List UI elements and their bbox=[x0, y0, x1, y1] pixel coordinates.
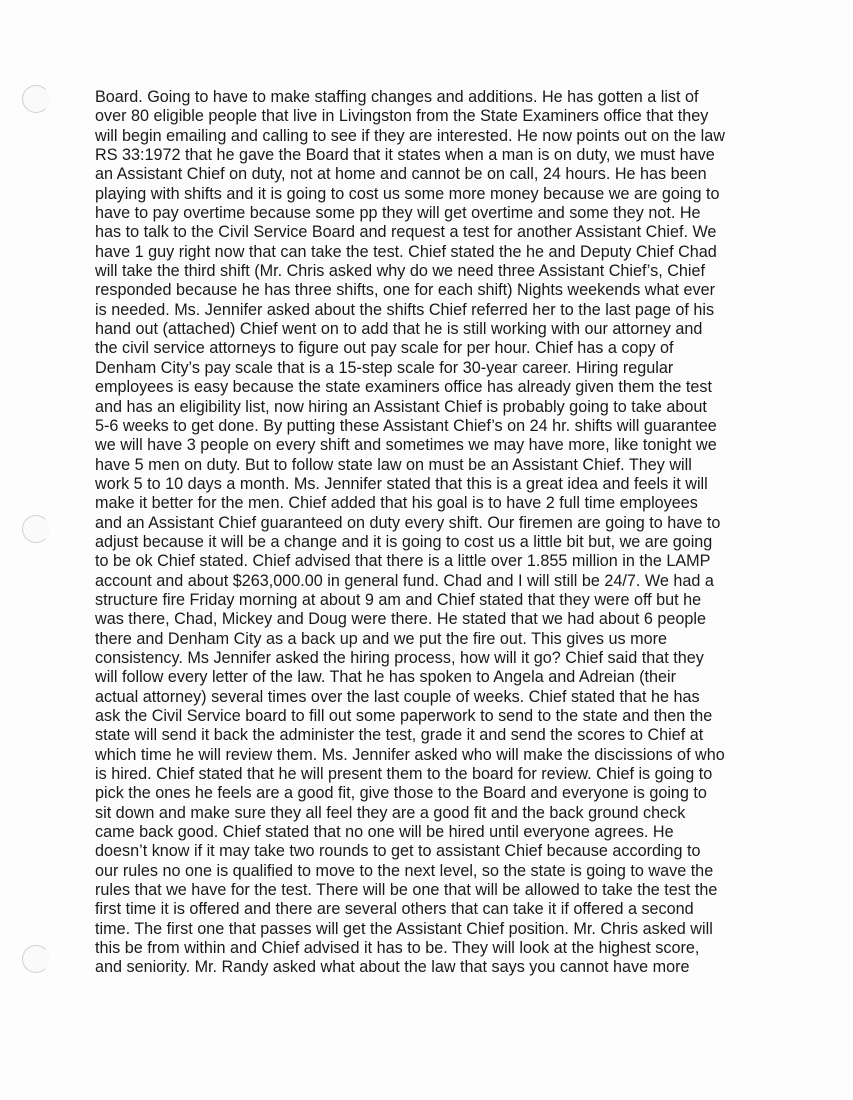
text-line: pick the ones he feels are a good fit, give those to the Board and everyone is going to bbox=[95, 784, 707, 803]
text-line: Denham City’s pay scale that is a 15-step scale for 30-year career. Hiring regular bbox=[95, 358, 674, 377]
text-line: RS 33:1972 that he gave the Board that it states when a man is on duty, we must have bbox=[95, 146, 715, 165]
text-line: the civil service attorneys to figure out pay scale for per hour. Chief has a copy of bbox=[95, 339, 674, 358]
binder-hole-top bbox=[22, 85, 50, 113]
minutes-body-text bbox=[95, 88, 795, 978]
text-line: doesn’t know if it may take two rounds to get to assistant Chief because according to bbox=[95, 842, 701, 861]
text-line: sit down and make sure they all feel they are a good fit and the back ground check bbox=[95, 803, 686, 822]
text-line: and has an eligibility list, now hiring an Assistant Chief is probably going to take about bbox=[95, 397, 707, 416]
text-line: will take the third shift (Mr. Chris asked why do we need three Assistant Chief’s, Chief bbox=[95, 262, 705, 281]
binder-hole-bottom bbox=[22, 945, 50, 973]
text-line: an Assistant Chief on duty, not at home and cannot be on call, 24 hours. He has been bbox=[95, 165, 707, 184]
text-line: time. The first one that passes will get the Assistant Chief position. Mr. Chris asked will bbox=[95, 919, 713, 938]
text-line: will follow every letter of the law. That he has spoken to Angela and Adreian (their bbox=[95, 668, 676, 687]
text-line: there and Denham City as a back up and we put the fire out. This gives us more bbox=[95, 629, 667, 648]
text-line: state will send it back the administer the test, grade it and send the scores to Chief at bbox=[95, 726, 704, 745]
text-line: we will have 3 people on every shift and sometimes we may have more, like tonight we bbox=[95, 436, 717, 455]
text-line: rules that we have for the test. There will be one that will be allowed to take the test the bbox=[95, 881, 718, 900]
text-line: have 5 men on duty. But to follow state law on must be an Assistant Chief. They will bbox=[95, 455, 692, 474]
text-line: make it better for the men. Chief added that his goal is to have 2 full time employees bbox=[95, 494, 698, 513]
text-line: came back good. Chief stated that no one will be hired until everyone agrees. He bbox=[95, 823, 674, 842]
text-line: employees is easy because the state examiners office has already given them the test bbox=[95, 378, 712, 397]
text-line: Board. Going to have to make staffing changes and additions. He has gotten a list of bbox=[95, 88, 699, 106]
text-line: will begin emailing and calling to see if they are interested. He now points out on the law bbox=[95, 126, 725, 145]
text-line: work 5 to 10 days a month. Ms. Jennifer stated that this is a great idea and feels it will bbox=[95, 474, 708, 493]
text-line: and an Assistant Chief guaranteed on duty every shift. Our firemen are going to have to bbox=[95, 513, 721, 532]
text-line: adjust because it will be a change and it is going to cost us a little bit but, we are going bbox=[95, 532, 713, 551]
text-line: is needed. Ms. Jennifer asked about the shifts Chief referred her to the last page of his bbox=[95, 300, 715, 319]
text-line: responded because he has three shifts, one for each shift) Nights weekends what ever bbox=[95, 281, 715, 300]
text-line: have 1 guy right now that can take the test. Chief stated the he and Deputy Chief Chad bbox=[95, 242, 717, 261]
text-line: was there, Chad, Mickey and Doug were there. He stated that we had about 6 people bbox=[95, 610, 706, 629]
text-line: to be ok Chief stated. Chief advised that there is a little over 1.855 million in the LAMP bbox=[95, 552, 711, 571]
text-line: first time it is offered and there are several others that can take it if offered a second bbox=[95, 900, 694, 919]
text-line: have to pay overtime because some pp they will get overtime and some they not. He bbox=[95, 204, 701, 223]
text-line: 5-6 weeks to get done. By putting these Assistant Chief’s on 24 hr. shifts will guarantee bbox=[95, 416, 717, 435]
text-line: playing with shifts and it is going to cost us some more money because we are going to bbox=[95, 184, 720, 203]
text-line: which time he will review them. Ms. Jennifer asked who will make the discissions of who bbox=[95, 745, 725, 764]
text-line: structure fire Friday morning at about 9 am and Chief stated that they were off but he bbox=[95, 590, 702, 609]
text-line: has to talk to the Civil Service Board and request a test for another Assistant Chief. We bbox=[95, 223, 717, 242]
text-line: actual attorney) several times over the last couple of weeks. Chief stated that he has bbox=[95, 687, 700, 706]
text-line: ask the Civil Service board to fill out some paperwork to send to the state and then the bbox=[95, 707, 713, 725]
text-line: hand out (attached) Chief went on to add that he is still working with our attorney and bbox=[95, 320, 703, 339]
text-line: account and about $263,000.00 in general fund. Chad and I will still be 24/7. We had a bbox=[95, 571, 714, 590]
text-line: consistency. Ms Jennifer asked the hiring process, how will it go? Chief said that they bbox=[95, 648, 704, 667]
binder-hole-middle bbox=[22, 515, 50, 543]
text-line: over 80 eligible people that live in Livingston from the State Examiners office that they bbox=[95, 107, 709, 126]
text-line: is hired. Chief stated that he will present them to the board for review. Chief is going to bbox=[95, 765, 713, 784]
text-line: this be from within and Chief advised it has to be. They will look at the highest score, bbox=[95, 939, 700, 958]
text-line: and seniority. Mr. Randy asked what about the law that says you cannot have more bbox=[95, 958, 690, 977]
text-line: our rules no one is qualified to move to the next level, so the state is going to wave the bbox=[95, 861, 714, 880]
